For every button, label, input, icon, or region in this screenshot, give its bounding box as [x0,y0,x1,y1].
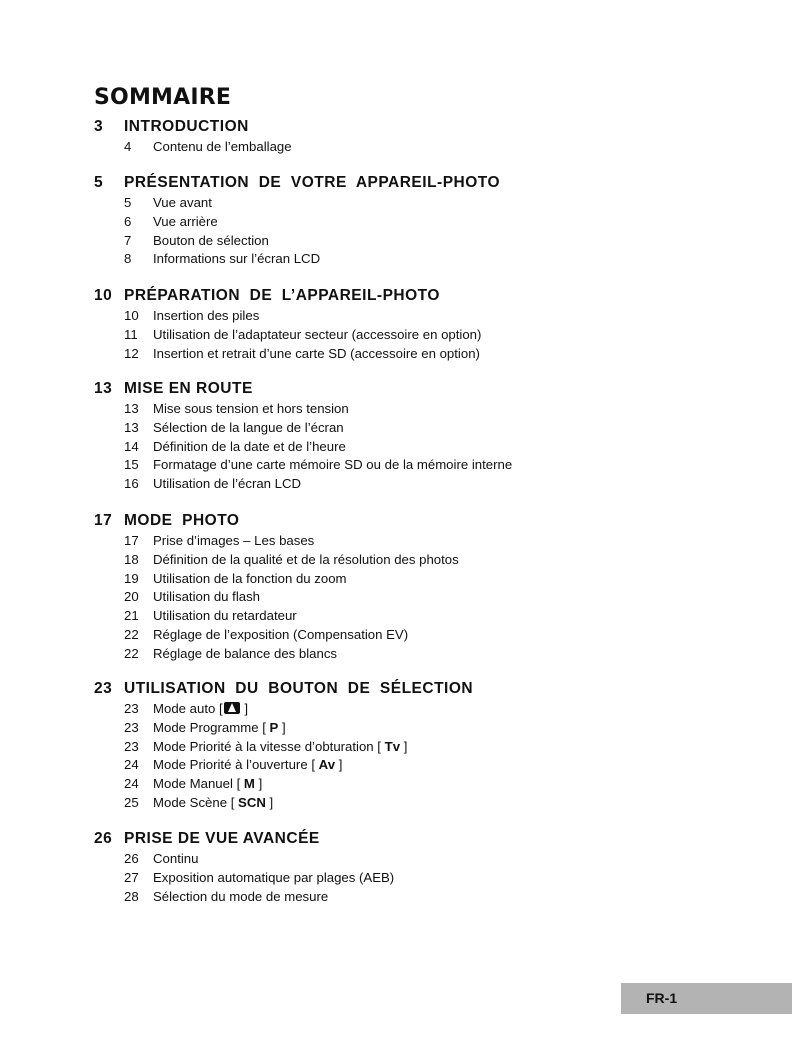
entry-text: Vue arrière [153,213,218,229]
toc-entry[interactable] [94,700,734,719]
entry-page-number: 16 [124,476,139,492]
toc-entry[interactable] [94,719,734,738]
entry-page-number: 23 [124,719,139,735]
mode-code: Tv [384,738,401,754]
entry-page-number: 5 [124,195,132,210]
toc-section [94,830,734,906]
entry-page-number: 27 [124,869,139,885]
entry-text: Définition de la date et de l’heure [153,438,346,454]
entry-page-number: 25 [124,794,139,810]
toc-entry[interactable] [94,213,734,232]
entry-text: Contenu de l’emballage [153,139,292,154]
toc-entry[interactable] [94,345,734,364]
page-title: SOMMAIRE [94,85,232,110]
entry-text: Vue avant [153,195,212,210]
section-heading[interactable] [94,287,734,307]
entry-text: Insertion et retrait d’une carte SD (accessoire en option) [153,345,480,361]
section-title: PRISE DE VUE AVANCÉE [124,830,320,847]
section-heading[interactable] [94,380,734,400]
entry-page-number: 28 [124,888,139,904]
toc-entry[interactable] [94,756,734,775]
toc-entry[interactable] [94,588,734,607]
toc-section [94,680,734,813]
section-title: PRÉSENTATION DE VOTRE APPAREIL-PHOTO [124,174,501,191]
entry-text: Mode Programme [ [153,719,270,735]
entry-page-number: 18 [124,551,139,567]
entry-text: Mode Priorité à la vitesse d’obturation [ [153,738,385,754]
entry-text: Sélection du mode de mesure [153,888,329,904]
auto-mode-icon [224,702,240,714]
toc-entry[interactable] [94,532,734,551]
section-heading[interactable] [94,680,734,700]
entry-page-number: 6 [124,213,132,229]
toc-entry[interactable] [94,775,734,794]
section-page-number: 23 [94,680,113,697]
toc-section [94,287,734,363]
entry-text: Sélection de la langue de l’écran [153,419,344,435]
entry-page-number: 14 [124,438,139,454]
section-page-number: 13 [94,380,113,397]
toc-entry[interactable] [94,607,734,626]
entry-suffix: ] [335,757,343,773]
toc-entry[interactable] [94,307,734,326]
entry-text: Prise d’images – Les bases [153,533,315,548]
entry-page-number: 10 [124,308,139,323]
toc-entry[interactable] [94,626,734,645]
section-page-number: 10 [94,287,113,304]
toc-entry[interactable] [94,326,734,345]
entry-suffix: ] [240,701,248,716]
toc-entry[interactable] [94,645,734,664]
entry-page-number: 15 [124,457,139,473]
section-page-number: 26 [94,830,113,847]
page-number-tab [621,983,792,1014]
toc-entry[interactable] [94,475,734,494]
toc-entry[interactable] [94,551,734,570]
entry-text: Continu [153,851,199,866]
entry-text: Exposition automatique par plages (AEB) [153,869,395,885]
toc-entry[interactable] [94,456,734,475]
entry-text: Mode Scène [ [153,794,239,810]
section-heading[interactable] [94,830,734,850]
entry-page-number: 24 [124,757,139,773]
mode-code: M [243,776,255,792]
entry-text: Réglage de l’exposition (Compensation EV) [153,626,409,642]
section-heading[interactable] [94,512,734,532]
entry-text: Utilisation du retardateur [153,608,297,624]
section-title: INTRODUCTION [124,118,249,135]
section-heading[interactable] [94,118,734,138]
section-title: UTILISATION DU BOUTON DE SÉLECTION [124,680,474,697]
section-title: MISE EN ROUTE [124,380,253,397]
entry-text: Utilisation de l’adaptateur secteur (accessoire en option) [153,326,482,342]
entry-page-number: 22 [124,626,139,642]
entry-suffix: ] [400,738,408,754]
entry-page-number: 7 [124,232,132,248]
section-page-number: 17 [94,512,113,529]
entry-page-number: 23 [124,701,139,716]
entry-page-number: 13 [124,401,139,416]
mode-code: P [269,719,279,735]
entry-page-number: 17 [124,533,139,548]
toc-entry[interactable] [94,194,734,213]
entry-page-number: 24 [124,776,139,792]
entry-text: Formatage d’une carte mémoire SD ou de la mémoire interne [153,457,513,473]
entry-page-number: 23 [124,738,139,754]
entry-page-number: 8 [124,251,132,267]
toc-entry[interactable] [94,888,734,907]
entry-page-number: 12 [124,345,139,361]
entry-text: Mode Manuel [ [153,776,244,792]
toc-entry[interactable] [94,419,734,438]
mode-code: SCN [238,794,266,810]
entry-text: Informations sur l’écran LCD [153,251,321,267]
entry-text: Mode Priorité à l’ouverture [ [153,757,319,773]
toc-section [94,174,734,269]
toc-entry[interactable] [94,570,734,589]
toc-entry[interactable] [94,738,734,757]
toc-section [94,380,734,494]
toc-entry[interactable] [94,794,734,813]
toc-entry[interactable] [94,232,734,251]
entry-text: Réglage de balance des blancs [153,645,338,661]
toc-entry[interactable] [94,438,734,457]
entry-suffix: ] [254,776,263,792]
section-page-number: 5 [94,174,104,191]
section-page-number: 3 [94,118,104,135]
section-heading[interactable] [94,174,734,194]
entry-text: Utilisation de la fonction du zoom [153,570,347,586]
entry-suffix: ] [265,794,274,810]
page-number: FR-1 [646,990,678,1006]
entry-text: Insertion des piles [153,308,260,323]
mode-code: Av [318,757,336,773]
entry-text: Mode auto [ [153,701,223,716]
toc-entry[interactable] [94,869,734,888]
toc-entry[interactable] [94,250,734,269]
toc-entry[interactable] [94,850,734,869]
entry-page-number: 26 [124,851,139,866]
entry-text: Définition de la qualité et de la résolution des photos [153,551,459,567]
entry-page-number: 22 [124,645,139,661]
entry-page-number: 19 [124,570,139,586]
entry-suffix: ] [278,719,286,735]
section-title: MODE PHOTO [124,512,240,529]
entry-page-number: 20 [124,589,139,605]
entry-text: Bouton de sélection [153,232,269,248]
entry-page-number: 11 [124,326,138,342]
entry-page-number: 21 [124,608,139,624]
section-title: PRÉPARATION DE L’APPAREIL-PHOTO [124,287,440,304]
toc-section [94,512,734,664]
entry-page-number: 13 [124,419,139,435]
toc-entry[interactable] [94,138,734,157]
entry-text: Utilisation de l’écran LCD [153,476,302,492]
toc-entry[interactable] [94,400,734,419]
entry-text: Mise sous tension et hors tension [153,401,349,416]
entry-text: Utilisation du flash [153,589,261,605]
entry-page-number: 4 [124,139,132,154]
toc-section [94,118,734,157]
